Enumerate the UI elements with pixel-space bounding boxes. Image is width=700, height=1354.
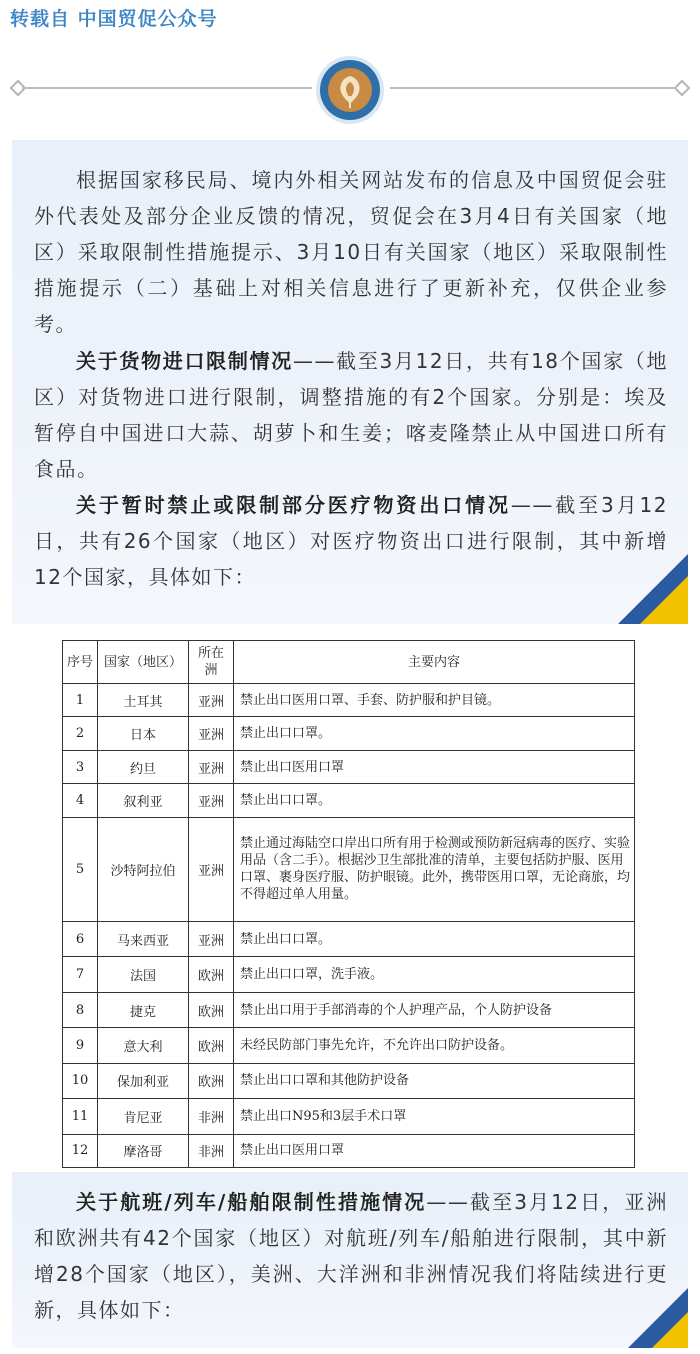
col-header-index: 序号 [63, 641, 98, 684]
source-label: 转载自 中国贸促公众号 [10, 8, 218, 30]
medical-heading: 关于暂时禁止或限制部分医疗物资出口情况 [76, 493, 511, 517]
cell-index: 2 [63, 717, 98, 750]
table-row [63, 1134, 635, 1167]
cell-index: 12 [63, 1134, 98, 1167]
cell-country: 捷克 [98, 992, 189, 1027]
table-row [63, 684, 635, 717]
cell-index: 9 [63, 1028, 98, 1063]
cell-continent: 非洲 [189, 1099, 234, 1134]
table-row [63, 817, 635, 921]
cell-country: 土耳其 [98, 684, 189, 717]
cell-continent: 欧洲 [189, 957, 234, 992]
cell-continent: 亚洲 [189, 684, 234, 717]
medical-export-table [62, 640, 635, 1168]
cell-continent: 亚洲 [189, 817, 234, 921]
table-row [63, 921, 635, 956]
cell-index: 6 [63, 921, 98, 956]
corner-accent [618, 554, 688, 624]
cell-country: 叙利亚 [98, 784, 189, 817]
cell-content: 禁止出口口罩。 [234, 717, 635, 750]
cell-continent: 非洲 [189, 1134, 234, 1167]
content-panel-top [12, 140, 688, 624]
cell-index: 10 [63, 1063, 98, 1098]
cell-content: 禁止出口口罩和其他防护设备 [234, 1063, 635, 1098]
cell-content: 禁止出口口罩。 [234, 784, 635, 817]
cell-content: 未经民防部门事先允许，不允许出口防护设备。 [234, 1028, 635, 1063]
col-header-country: 国家（地区） [98, 641, 189, 684]
divider-line-right [390, 87, 676, 89]
cell-continent: 亚洲 [189, 921, 234, 956]
transport-paragraph [34, 1184, 668, 1328]
cell-country: 保加利亚 [98, 1063, 189, 1098]
cell-continent: 亚洲 [189, 750, 234, 783]
cell-content: 禁止出口N95和3层手术口罩 [234, 1099, 635, 1134]
ornament-divider [12, 60, 688, 116]
cell-content: 禁止出口医用口罩、手套、防护服和护目镜。 [234, 684, 635, 717]
import-body: ——截至3月12日，共有18个国家（地区）对货物进口进行限制，调整措施的有2个国家。分别是：埃及暂停自中国进口大蒜、胡萝卜和生姜；喀麦隆禁止从中国进口所有食品。 [34, 349, 669, 481]
cell-index: 8 [63, 992, 98, 1027]
medical-paragraph [34, 487, 668, 595]
corner-accent-bottom [618, 1278, 688, 1348]
col-header-continent: 所在洲 [189, 641, 234, 684]
cell-country: 日本 [98, 717, 189, 750]
table-row [63, 957, 635, 992]
cell-country: 沙特阿拉伯 [98, 817, 189, 921]
cell-country: 法国 [98, 957, 189, 992]
cell-content: 禁止出口医用口罩 [234, 1134, 635, 1167]
cell-country: 马来西亚 [98, 921, 189, 956]
divider-line-left [22, 87, 312, 89]
table-row [63, 1063, 635, 1098]
table-row [63, 750, 635, 783]
cell-continent: 欧洲 [189, 1063, 234, 1098]
cell-country: 意大利 [98, 1028, 189, 1063]
transport-body: ——截至3月12日，亚洲和欧洲共有42个国家（地区）对航班/列车/船舶进行限制，其中新增28个国家（地区），美洲、大洋洲和非洲情况我们将陆续进行更新，具体如下： [34, 1190, 669, 1322]
cell-index: 7 [63, 957, 98, 992]
cell-index: 1 [63, 684, 98, 717]
table-row [63, 1028, 635, 1063]
cell-continent: 亚洲 [189, 784, 234, 817]
cell-content: 禁止出口口罩。 [234, 921, 635, 956]
medical-body: ——截至3月12日，共有26个国家（地区）对医疗物资出口进行限制，其中新增12个国家，具体如下： [34, 493, 668, 589]
cell-content: 禁止出口医用口罩 [234, 750, 635, 783]
table-row [63, 717, 635, 750]
cell-content: 禁止通过海陆空口岸出口所有用于检测或预防新冠病毒的医疗、实验用品（含二手）。根据沙卫生部批准的清单，主要包括防护服、医用口罩、裹身医疗服、防护眼镜。此外，携带医用口罩，无论商旅，均不得超过单人用量。 [234, 817, 635, 921]
cell-content: 禁止出口口罩，洗手液。 [234, 957, 635, 992]
cell-country: 约旦 [98, 750, 189, 783]
cell-continent: 亚洲 [189, 717, 234, 750]
cell-content: 禁止出口用于手部消毒的个人护理产品，个人防护设备 [234, 992, 635, 1027]
cell-continent: 欧洲 [189, 992, 234, 1027]
table-row [63, 784, 635, 817]
table-header-row [63, 641, 635, 684]
latte-art-icon [320, 60, 380, 120]
cell-continent: 欧洲 [189, 1028, 234, 1063]
divider-diamond-right [674, 80, 691, 97]
cell-country: 肯尼亚 [98, 1099, 189, 1134]
table-row [63, 992, 635, 1027]
cell-country: 摩洛哥 [98, 1134, 189, 1167]
cell-index: 4 [63, 784, 98, 817]
col-header-content: 主要内容 [234, 641, 635, 684]
intro-paragraph: 根据国家移民局、境内外相关网站发布的信息及中国贸促会驻外代表处及部分企业反馈的情况，贸促会在3月4日有关国家（地区）采取限制性措施提示、3月10日有关国家（地区）采取限制性措施提示（二）基础上对相关信息进行了更新补充，仅供企业参考。 [34, 168, 668, 336]
cell-index: 11 [63, 1099, 98, 1134]
import-paragraph [34, 343, 668, 487]
content-panel-bottom [12, 1172, 688, 1348]
cell-index: 3 [63, 750, 98, 783]
import-heading: 关于货物进口限制情况 [76, 349, 293, 373]
cell-index: 5 [63, 817, 98, 921]
transport-heading: 关于航班/列车/船舶限制性措施情况 [76, 1190, 427, 1214]
table-row [63, 1099, 635, 1134]
